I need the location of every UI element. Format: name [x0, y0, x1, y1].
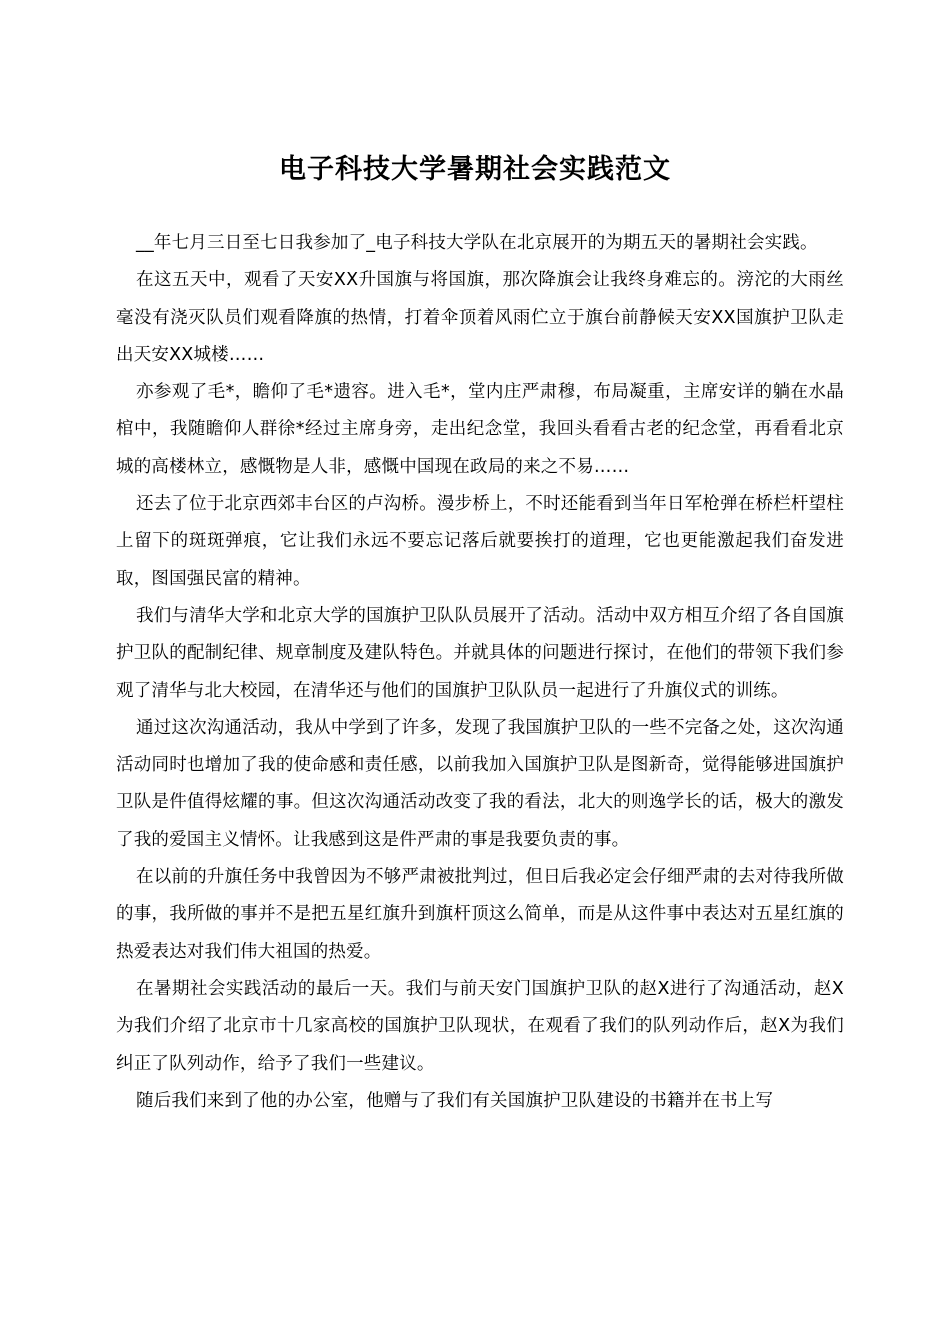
paragraph-6: 通过这次沟通活动，我从中学到了许多，发现了我国旗护卫队的一些不完备之处，这次沟通活动同时也增加了我的使命感和责任感，以前我加入国旗护卫队是图新奇，觉得能够进国旗护卫队是件值得炫耀的事。但这次沟通活动改变了我的看法，北大的则逸学长的话，极大的激发了我的爱国主义情怀。让我感到这是件严肃的事是我要负责的事。	[116, 717, 844, 850]
paragraph-3: 亦参观了毛*，瞻仰了毛*遗容。进入毛*，堂内庄严肃穆，布局凝重，主席安详的躺在水晶棺中，我随瞻仰人群徐*经过主席身旁，走出纪念堂，我回头看看古老的纪念堂，再看看北京城的高楼林立，感慨物是人非，感慨中国现在政局的来之不易……	[116, 382, 844, 477]
paragraph-2: 在这五天中，观看了天安XX升国旗与将国旗，那次降旗会让我终身难忘的。滂沱的大雨丝毫没有浇灭队员们观看降旗的热情，打着伞顶着风雨伫立于旗台前静候天安XX国旗护卫队走出天安XX城楼……	[116, 270, 844, 365]
paragraph-1: __年七月三日至七日我参加了_电子科技大学队在北京展开的为期五天的暑期社会实践。	[136, 233, 818, 253]
paragraph-9: 随后我们来到了他的办公室，他赠与了我们有关国旗护卫队建设的书籍并在书上写	[136, 1090, 774, 1111]
paragraph-7: 在以前的升旗任务中我曾因为不够严肃被批判过，但日后我必定会仔细严肃的去对待我所做的事，我所做的事并不是把五星红旗升到旗杆顶这么简单，而是从这件事中表达对五星红旗的热爱表达对我们伟大祖国的热爱。	[116, 867, 844, 962]
document-body	[116, 225, 844, 1120]
document-title: 电子科技大学暑期社会实践范文	[279, 154, 671, 186]
paragraph-5: 我们与清华大学和北京大学的国旗护卫队队员展开了活动。活动中双方相互介绍了各自国旗护卫队的配制纪律、规章制度及建队特色。并就具体的问题进行探讨，在他们的带领下我们参观了清华与北大校园，在清华还与他们的国旗护卫队队员一起进行了升旗仪式的训练。	[116, 605, 844, 701]
paragraph-8: 在暑期社会实践活动的最后一天。我们与前天安门国旗护卫队的赵X进行了沟通活动，赵X为我们介绍了北京市十几家高校的国旗护卫队现状，在观看了我们的队列动作后，赵X为我们纠正了队列动作，给予了我们一些建议。	[116, 978, 844, 1074]
paragraph-4: 还去了位于北京西郊丰台区的卢沟桥。漫步桥上，不时还能看到当年日军枪弹在桥栏杆望柱上留下的斑斑弹痕，它让我们永远不要忘记落后就要挨打的道理，它也更能激起我们奋发进取，图国强民富的精神。	[116, 494, 844, 589]
